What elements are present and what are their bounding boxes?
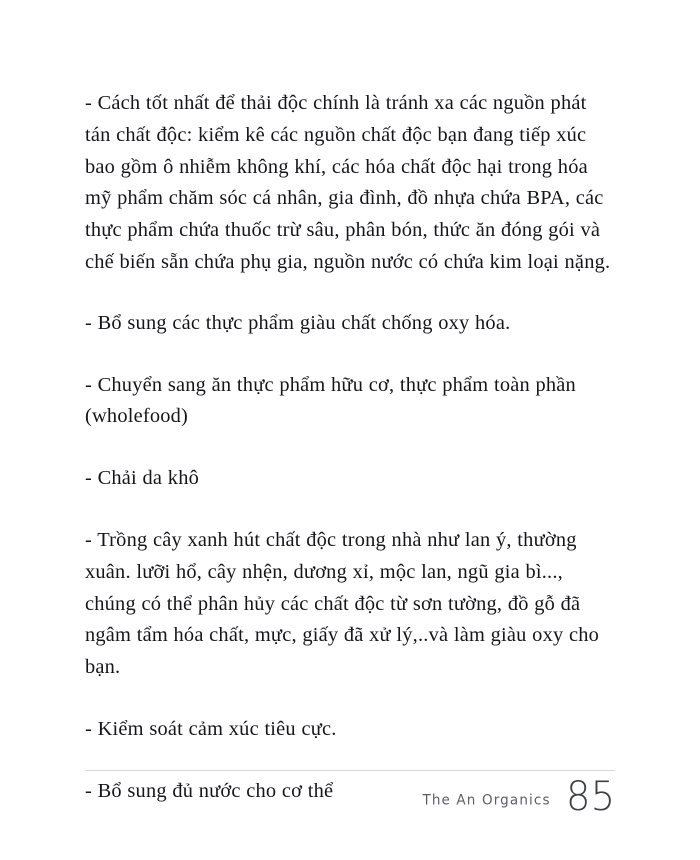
body-paragraph: - Kiểm soát cảm xúc tiêu cực.: [85, 717, 337, 740]
body-text-column: [85, 88, 613, 808]
body-paragraph: - Chuyển sang ăn thực phẩm hữu cơ, thực phẩm toàn phần (wholefood): [85, 373, 576, 428]
page-footer: [85, 770, 615, 822]
brand-name: The An Organics: [422, 791, 551, 809]
page-number: 85: [565, 774, 615, 820]
body-paragraph: - Bổ sung đủ nước cho cơ thể: [85, 779, 334, 802]
body-paragraph: - Bổ sung các thực phẩm giàu chất chống oxy hóa.: [85, 311, 511, 334]
body-paragraph: - Cách tốt nhất để thải độc chính là tránh xa các nguồn phát tán chất độc: kiểm kê các nguồn chất độc bạn đang tiếp xúc bao gồm ô nhiễm không khí, các hóa chất độc hại trong hóa mỹ phẩm chăm sóc cá nhân, gia đình, đồ nhựa chứa BPA, các thực phẩm chứa thuốc trừ sâu, phân bón, thức ăn đóng gói và chế biến sẵn chứa phụ gia, nguồn nước có chứa kim loại nặng.: [85, 92, 611, 273]
body-paragraph: - Chải da khô: [85, 467, 199, 490]
body-paragraph: - Trồng cây xanh hút chất độc trong nhà như lan ý, thường xuân. lưỡi hổ, cây nhện, dương xỉ, mộc lan, ngũ gia bì..., chúng có thể phân hủy các chất độc từ sơn tường, đồ gỗ đã ngâm tẩm hóa chất, mực, giấy đã xử lý,..và làm giàu oxy cho bạn.: [85, 528, 600, 679]
footer-content: [422, 774, 615, 820]
footer-divider: [85, 770, 615, 771]
